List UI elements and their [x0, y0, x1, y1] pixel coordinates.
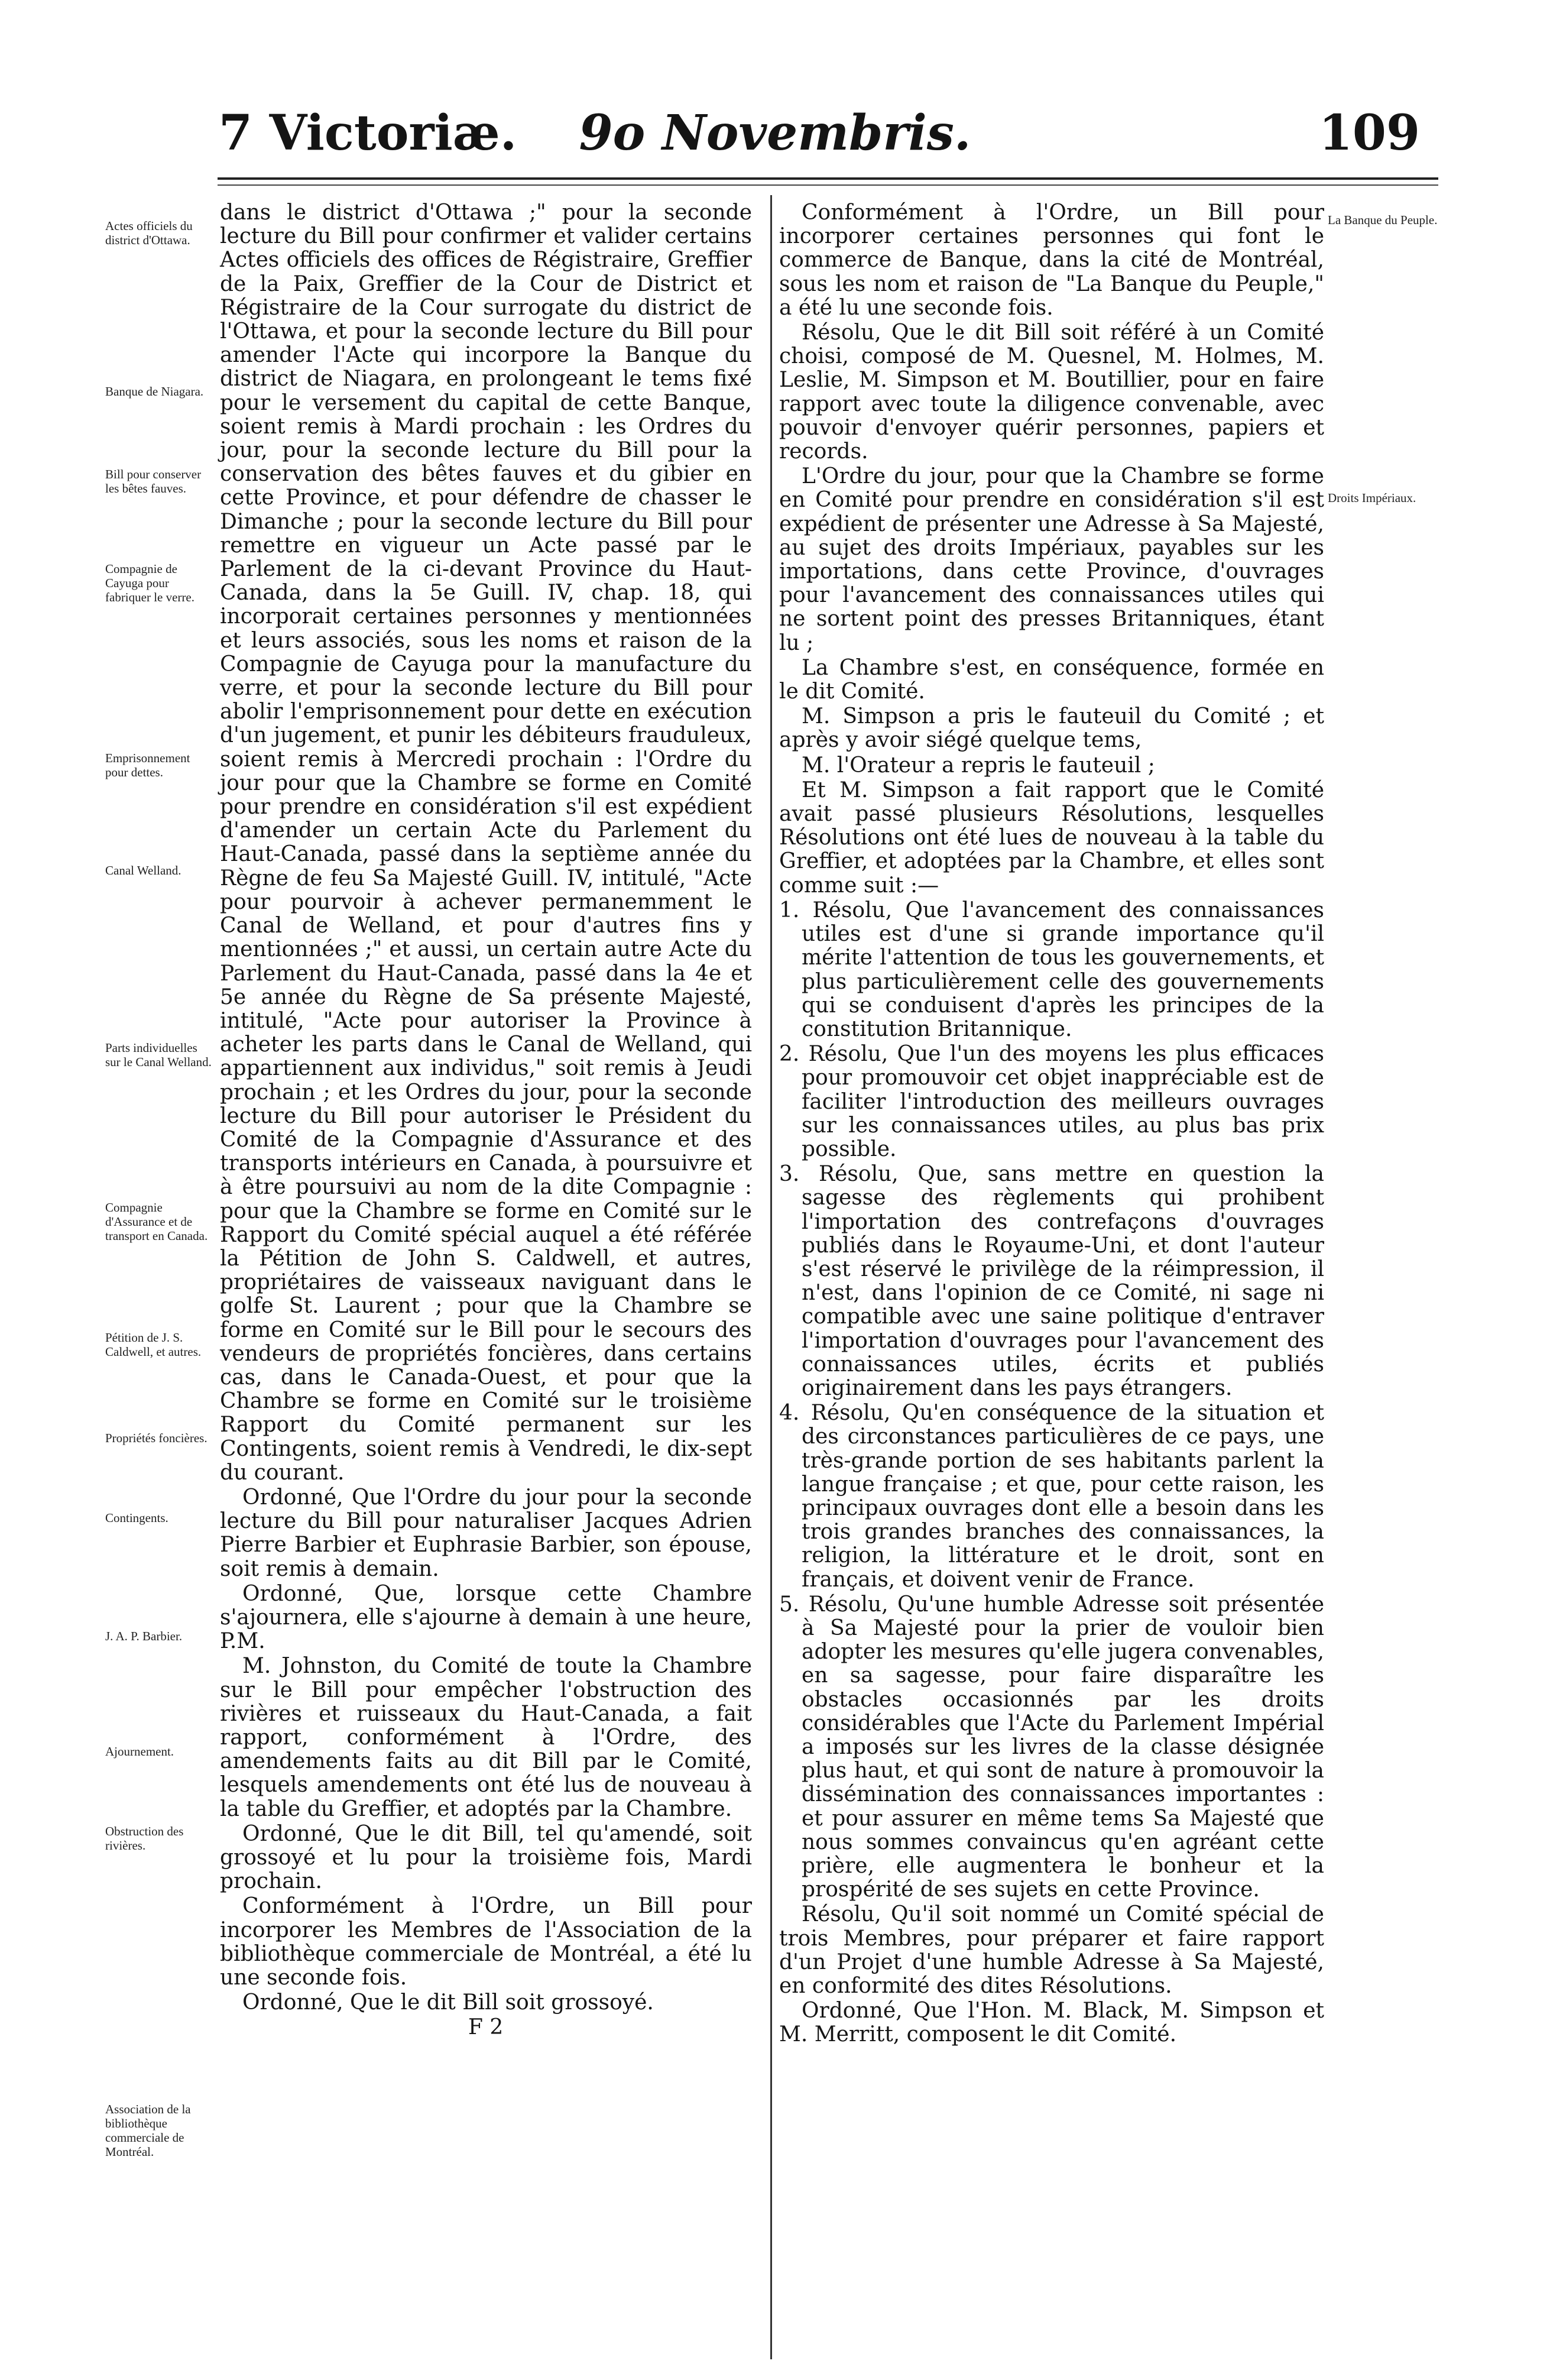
- paragraph: Conformément à l'Ordre, un Bill pour incorporer certaines personnes qui font le commerce de Banque, dans la cité de Montréal, sous les nom et raison de "La Banque du Peuple," a été lu une seconde fois.: [779, 200, 1324, 320]
- header-rule: [218, 177, 1438, 180]
- paragraph: La Chambre s'est, en conséquence, formée en le dit Comité.: [779, 655, 1324, 704]
- margin-note: Parts individuelles sur le Canal Welland.: [105, 1041, 212, 1069]
- margin-note: Compagnie de Cayuga pour fabriquer le verre.: [105, 562, 194, 604]
- paragraph: Conformément à l'Ordre, un Bill pour incorporer les Membres de l'Association de la bibliothèque commerciale de Montréal, a été lu une seconde fois.: [220, 1894, 752, 1990]
- paragraph: M. Johnston, du Comité de toute la Chambre sur le Bill pour empêcher l'obstruction des rivières et ruisseaux du Haut-Canada, a fait rapport, conformément à l'Ordre, des amendements faits au dit Bill par le Comité, lesquels amendements ont été lus de nouveau à la table du Greffier, et adoptés par la Chambre.: [220, 1654, 752, 1821]
- paragraph: Résolu, Que le dit Bill soit référé à un Comité choisi, composé de M. Quesnel, M. Holmes, M. Leslie, M. Simpson et M. Boutillier, pour en faire rapport avec toute la diligence convenable, avec pouvoir d'envoyer quérir personnes, papiers et records.: [779, 320, 1324, 464]
- margin-note: Pétition de J. S. Caldwell, et autres.: [105, 1330, 202, 1359]
- resolution: 3. Résolu, Que, sans mettre en question la sagesse des règlements qui prohibent l'importation des contrefaçons d'ouvrages publiés dans le Royaume-Uni, et dont l'auteur s'est réservé le privilège de la réimpression, il n'est, dans l'opinion de ce Comité, ni sage ni compatible avec une saine politique d'entraver l'importation d'ouvrages pour l'avancement des connaissances utiles, écrits et publiés originairement dans les pays étrangers.: [779, 1162, 1324, 1400]
- paragraph: Ordonné, Que, lorsque cette Chambre s'ajournera, elle s'ajourne à demain à une heure, P.M.: [220, 1581, 752, 1654]
- margin-note: Association de la bibliothèque commerciale de Montréal.: [105, 2102, 191, 2159]
- margin-note: Canal Welland.: [105, 863, 181, 877]
- resolution: 2. Résolu, Que l'un des moyens les plus efficaces pour promouvoir cet objet inappréciable est de faciliter l'introduction des meilleurs ouvrages sur les connaissances utiles, au plus bas prix possible.: [779, 1042, 1324, 1161]
- margin-note: J. A. P. Barbier.: [105, 1629, 183, 1643]
- margin-note: Bill pour conserver les bêtes fauves.: [105, 467, 202, 496]
- margin-note: Propriétés foncières.: [105, 1431, 207, 1445]
- paragraph: L'Ordre du jour, pour que la Chambre se forme en Comité pour prendre en considération s'il est expédient de présenter une Adresse à Sa Majesté, au sujet des droits Impériaux, payables sur les importations, dans cette Province, d'ouvrages pour l'avancement des connaissances utiles qui ne sortent point des presses Britanniques, étant lu ;: [779, 464, 1324, 655]
- paragraph: Ordonné, Que le dit Bill soit grossoyé.: [242, 1990, 654, 2015]
- margin-note: Banque de Niagara.: [105, 384, 204, 399]
- paragraph: M. l'Orateur a repris le fauteuil ;: [802, 753, 1155, 778]
- resolution: 4. Résolu, Qu'en conséquence de la situation et des circonstances particulières de ce pays, une très-grande portion de ses habitants parlent la langue française ; et que, pour cette raison, les principaux ouvrages dont elle a besoin dans les trois grandes branches des connaissances, la religion, la littérature et le droit, sont en français, et doivent venir de France.: [779, 1401, 1324, 1592]
- paragraph: Ordonné, Que le dit Bill, tel qu'amendé, soit grossoyé et lu pour la troisième fois, Mardi prochain.: [220, 1821, 752, 1894]
- paragraph: M. Simpson a pris le fauteuil du Comité ; et après y avoir siégé quelque tems,: [779, 704, 1324, 753]
- margin-note: Emprisonnement pour dettes.: [105, 751, 190, 779]
- margin-note: Ajournement.: [105, 1744, 174, 1759]
- left-column: [220, 201, 752, 2041]
- margin-note: Contingents.: [105, 1511, 168, 1525]
- header-regnal-year: 7 Victoriæ.: [219, 105, 517, 161]
- resolution: 5. Résolu, Qu'une humble Adresse soit présentée à Sa Majesté pour la prier de vouloir bien adopter les mesures qu'elle jugera convenables, en sa sagesse, pour faire disparaître les obstacles occasionnés par les droits considérables que l'Acte du Parlement Impérial a imposés sur les livres de la classe désignée plus haut, et qui sont de nature à promouvoir la dissémination des connaissances importantes : et pour assurer en même tems Sa Majesté que nous sommes convaincus qu'en agréant cette prière, elle augmentera le bonheur et la prospérité de ses sujets en cette Province.: [779, 1592, 1324, 1902]
- signature-mark: F 2: [468, 2015, 504, 2040]
- paragraph: dans le district d'Ottawa ;" pour la seconde lecture du Bill pour confirmer et valider certains Actes officiels des offices de Régistraire, Greffier de la Paix, Greffier de la Cour de District et Régistraire de la Cour surrogate du district de l'Ottawa, et pour la seconde lecture du Bill pour amender l'Acte qui incorpore la Banque du district de Niagara, en prolongeant le tems fixé pour le versement du capital de cette Banque, soient remis à Mardi prochain : les Ordres du jour, pour la seconde lecture du Bill pour la conservation des bêtes fauves et du gibier en cette Province, et pour défendre de chasser le Dimanche ; pour la seconde lecture du Bill pour remettre en vigueur un Acte passé par le Parlement de la ci-devant Province du Haut-Canada, dans la 5e Guill. IV, chap. 18, qui incorporait certaines personnes y mentionnées et leurs associés, sous les noms et raison de la Compagnie de Cayuga pour la manufacture du verre, et pour la seconde lecture du Bill pour abolir l'emprisonnement pour dette en exécution d'un jugement, et punir les débiteurs frauduleux, soient remis à Mercredi prochain : l'Ordre du jour pour que la Chambre se forme en Comité pour prendre en considération s'il est expédient d'amender un certain Acte du Parlement du Haut-Canada, passé dans la septième année du Règne de feu Sa Majesté Guill. IV, intitulé, "Acte pour pourvoir à achever permanemment le Canal de Welland, et pour d'autres fins y mentionnées ;" et aussi, un certain autre Acte du Parlement du Haut-Canada, passé dans la 4e et 5e année du Règne de Sa présente Majesté, intitulé, "Acte pour autoriser la Province à acheter les parts dans le Canal de Welland, qui appartiennent aux individus," soit remis à Jeudi prochain ; et les Ordres du jour, pour la seconde lecture du Bill pour autoriser le Président du Comité de la Compagnie d'Assurance et des transports intérieurs en Canada, à poursuivre et à être poursuivi au nom de la dite Compagnie : pour que la Chambre se forme en Comité sur le Rapport du Comité spécial auquel a été référée la Pétition de John S. Caldwell, et autres, propriétaires de vaisseaux naviguant dans le golfe St. Laurent ; pour que la Chambre se forme en Comité sur le Bill pour le secours des vendeurs de propriétés foncières, dans certains cas, dans le Canada-Ouest, et pour que la Chambre se forme en Comité sur le troisième Rapport du Comité permanent sur les Contingents, soient remis à Vendredi, le dix-sept du courant.: [220, 200, 752, 1485]
- paragraph: Ordonné, Que l'Ordre du jour pour la seconde lecture du Bill pour naturaliser Jacques Adrien Pierre Barbier et Euphrasie Barbier, son épouse, soit remis à demain.: [220, 1485, 752, 1581]
- paragraph: Ordonné, Que l'Hon. M. Black, M. Simpson et M. Merritt, composent le dit Comité.: [779, 1999, 1324, 2047]
- resolution: 1. Résolu, Que l'avancement des connaissances utiles est d'une si grande importance qu'il mérite l'attention de tous les gouvernements, et plus particulièrement celle des gouvernements qui se conduisent d'après les principes de la constitution Britannique.: [779, 898, 1324, 1041]
- column-divider: [770, 195, 772, 2359]
- margin-note: Actes officiels du district d'Ottawa.: [105, 219, 193, 247]
- header-date: 9o Novembris.: [579, 105, 971, 161]
- paragraph: Résolu, Qu'il soit nommé un Comité spécial de trois Membres, pour préparer et faire rapport d'un Projet d'une humble Adresse à Sa Majesté, en conformité des dites Résolutions.: [779, 1902, 1324, 1999]
- right-column: [779, 201, 1324, 2048]
- page-number: 109: [1318, 105, 1420, 161]
- margin-note: Compagnie d'Assurance et de transport en Canada.: [105, 1200, 208, 1243]
- margin-note: Obstruction des rivières.: [105, 1824, 184, 1853]
- margin-note: Droits Impériaux.: [1328, 491, 1416, 505]
- margin-note: La Banque du Peuple.: [1328, 213, 1438, 227]
- paragraph: Et M. Simpson a fait rapport que le Comité avait passé plusieurs Résolutions, lesquelles Résolutions ont été lues de nouveau à la table du Greffier, et adoptées par la Chambre, et elles sont comme suit :—: [779, 778, 1324, 898]
- page-header: [0, 101, 1550, 177]
- header-rule-thin: [218, 184, 1438, 186]
